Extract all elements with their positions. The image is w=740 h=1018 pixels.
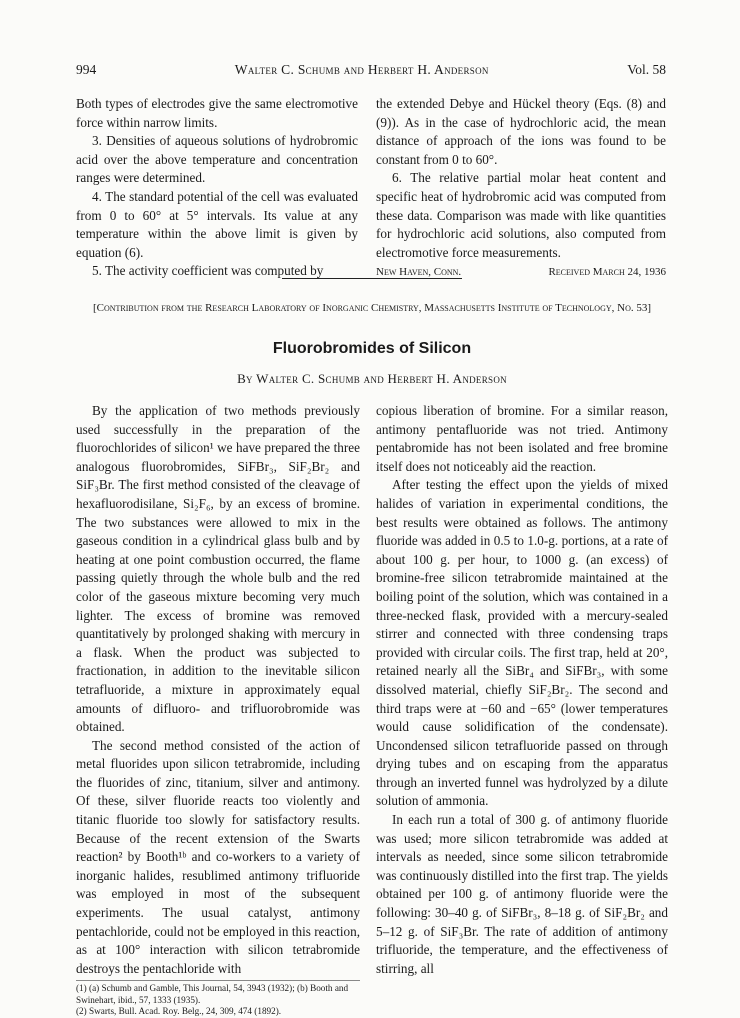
section-divider [282, 278, 462, 279]
article-right-column [376, 402, 668, 978]
footnotes [76, 980, 360, 1018]
volume-label: Vol. 58 [627, 62, 666, 77]
prev-paragraph: 6. The relative partial molar heat content and specific heat of hydrobromic acid was computed from these data. Comparison was made with like quantities for hydrochloric acid solutions, also computed from electromotive force measurements. [376, 170, 666, 260]
received-date: Received March 24, 1936 [548, 266, 666, 279]
location: New Haven, Conn. [376, 266, 462, 279]
article-title: Fluorobromides of Silicon [272, 340, 472, 357]
byline: By Walter C. Schumb and Herbert H. Anderson [237, 371, 507, 386]
body-paragraph: copious liberation of bromine. For a similar reason, antimony pentafluoride was not tried. Antimony pentabromide has not been isolated and free bromine itself does not noticeably aid the reaction. [376, 403, 668, 474]
body-paragraph: After testing the effect upon the yields of mixed halides of variation in experimental conditions, the best results were obtained as follows. The antimony fluoride was added in 0.5 to 1.0-g. portions, at a rate of about 100 g. per hour, to 1000 g. (an excess) of bromine-free silicon tetrabromide maintained at the boiling point of the solution, which was contained in a three-necked flask, provided with a mercury-sealed stirrer and connected with three condensing traps provided with circular coils. The first trap, held at 20°, retained nearly all the SiBr₄ and SiFBr₃, with some dissolved material, chiefly SiF₂Br₂. The second and third traps were at −60 and −65° (lower temperatures would cause solidification of the condensate). Uncondensed silicon tetrafluoride passed on through drying tubes and on escaping from the apparatus through an inverted funnel was hydrolyzed by a dilute solution of ammonia. [376, 477, 668, 809]
prev-paragraph: the extended Debye and Hückel theory (Eqs. (8) and (9)). As in the case of hydrochloric acid, the mean distance of approach of the ions was found to be constant from 0 to 60°. [376, 96, 666, 167]
prev-paragraph: 4. The standard potential of the cell was evaluated from 0 to 60° at 5° intervals. Its value at any temperature within the above limit is given by equation (6). [76, 188, 358, 260]
signoff-line [376, 263, 666, 282]
running-authors: Walter C. Schumb and Herbert H. Anderson [234, 62, 489, 77]
page-number: 994 [76, 62, 97, 77]
contribution-note: [Contribution from the Research Laboratory of Inorganic Chemistry, Massachusetts Institute of Technology, No. 53] [92, 302, 652, 314]
prev-paragraph: Both types of electrodes give the same electromotive force within narrow limits. [76, 96, 358, 130]
body-paragraph: The second method consisted of the action of metal fluorides upon silicon tetrabromide, including the fluorides of zinc, titanium, silver and antimony. Of these, silver fluoride reacts too violently and titanic fluoride too slowly for satisfactory results. Because of the recent extension of the Swarts reaction² by Booth¹ᵇ and co-workers to a variety of inorganic halides, resublimed antimony trifluoride was employed in most of the subsequent experiments. The usual catalyst, antimony pentachloride, could not be employed in this reaction, as at 100° interaction with silicon tetrabromide destroys the pentachloride with [76, 737, 360, 976]
footnote: (2) Swarts, Bull. Acad. Roy. Belg., 24, 309, 474 (1892). [76, 1006, 282, 1017]
prev-paragraph: 3. Densities of aqueous solutions of hydrobromic acid over the above temperature and concentration ranges were determined. [76, 133, 358, 186]
prev-article-right-column [376, 95, 666, 282]
prev-paragraph: 5. The activity coefficient was computed by [92, 263, 324, 279]
body-paragraph: By the application of two methods previously used successfully in the preparation of the fluorochlorides of silicon¹ we have prepared the three analogous fluorobromides, SiFBr₃, SiF₂Br₂ and SiF₃Br. The first method consisted of the cleavage of hexafluorodisilane, Si₂F₆, by an excess of bromine. The two substances were allowed to mix in the gaseous condition in a cylindrical glass bulb and by heating at one point combustion occurred, the flame passing quietly through the whole bulb and the red color of the gaseous mixture becoming very much lighter. The excess of bromine was removed quantitatively by prolonged shaking with mercury in a flask. When the product was subjected to fractionation, in addition to the inevitable silicon tetrafluoride, a mixture in approximately equal amounts of difluoro- and trifluorobromide was obtained. [76, 403, 360, 735]
running-header [76, 62, 666, 78]
body-paragraph: In each run a total of 300 g. of antimony fluoride was used; more silicon tetrabromide was added at intervals as needed, since some silicon tetrabromide was continuously distilled into the first trap. The yields obtained per 100 g. of antimony fluoride were the following: 30–40 g. of SiFBr₃, 8–18 g. of SiF₂Br₂ and 5–12 g. of SiF₃Br. The rate of addition of antimony trifluoride, the temperature, and the effectiveness of stirring, all [376, 812, 668, 976]
prev-article-left-column [76, 95, 358, 281]
article-left-column [76, 402, 360, 1018]
footnote: (1) (a) Schumb and Gamble, This Journal, 54, 3943 (1932); (b) Booth and Swinehart, ibid., 57, 1333 (1935). [76, 983, 349, 1005]
